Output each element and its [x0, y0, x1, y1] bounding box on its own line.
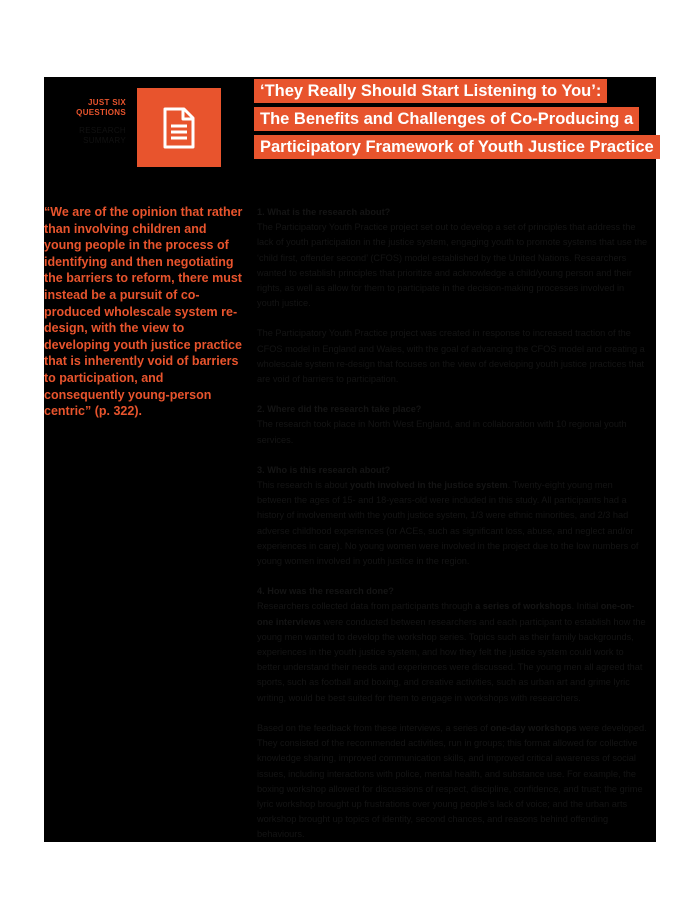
section-paragraph: The Participatory Youth Practice project set out to develop a set of principles that address the lack of youth participation in the justice system, engaging youth to promote systems that use the ‘child first, offender second’ (CFOS) model established by the United Nations. Researchers wanted to establish principles that prioritize and acknowledge a child/young person and their rights, as well as allow for them to participate in the decision-making processes involved in youth justice.: [257, 222, 648, 309]
text-run: This research is about: [257, 480, 350, 491]
section-heading: 4. How was the research done?: [257, 586, 394, 597]
section-paragraph: [257, 721, 649, 843]
series-label: [44, 98, 126, 146]
summary-body: [257, 205, 649, 843]
text-run: Based on the feedback from these interviews, a series of: [257, 722, 491, 733]
section-paragraph: [257, 478, 649, 569]
title-line-1: ‘They Really Should Start Listening to You’:: [254, 79, 607, 103]
text-run: were developed. They consisted of the recommended activities, run in groups; this format allowed for collective knowledge sharing, improved communication skills, and improved critical awareness of social issues, including interactions with police, mental health, and substance use. For example, the boxing workshop allowed for discussions of respect, discipline, confidence, and trust; the grime lyric workshop brought up frustrations over young people’s lack of voice; and the urban arts workshop brought up topics of identity, second chances, and reasons behind offending behaviours.: [257, 722, 647, 840]
emphasis-text: a series of workshops: [475, 601, 572, 612]
text-run: . Twenty-eight young men between the ages of 15- and 18-years-old were included in this study. All participants had a history of involvement with the youth justice system, 1/3 were ethnic minorities, and 2/3 had adverse childhood experiences (or ACEs, such as significant loss, abuse, and neglect and/or experiences in care). No young women were involved in the project due to the low numbers of young women involved in youth justice in the region.: [257, 480, 639, 567]
series-name-line2: QUESTIONS: [76, 108, 126, 117]
pull-quote: “We are of the opinion that rather than involving children and young people in the process of identifying and then negotiating the barriers to reform, there must instead be a pursuit of co-produced wholescale system re-design, with the view to developing youth justice practice that is inherently void of barriers to participation, and consequently young-person centric” (p. 322).: [44, 205, 243, 419]
section-paragraph: The Participatory Youth Practice project was created in response to increased traction of the CFOS model in England and Wales, with the goal of advancing the CFOS model and creating a wholescale system re-design that focuses on the view of developing youth justice practices that are void of barriers to participation.: [257, 328, 645, 385]
section-heading: 1. What is the research about?: [257, 207, 391, 217]
text-run: . Initial: [571, 601, 601, 612]
document-logo: [137, 88, 221, 167]
series-type-line2: SUMMARY: [83, 136, 126, 145]
document-icon: [162, 107, 196, 149]
page-title: [254, 79, 654, 163]
emphasis-text: youth involved in the justice system: [349, 480, 508, 491]
section-paragraph: [257, 599, 649, 705]
emphasis-text: one-day workshops: [490, 722, 577, 733]
text-run: Researchers collected data from participants through: [257, 601, 476, 612]
series-type-line1: RESEARCH: [79, 126, 126, 135]
section-heading: 2. Where did the research take place?: [257, 404, 422, 415]
series-name-line1: JUST SIX: [88, 98, 126, 107]
section-paragraph: The research took place in North West England, and in collaboration with 10 regional youth services.: [257, 419, 627, 445]
emphasis-text: one-on-one interviews: [257, 601, 635, 627]
section-heading: 3. Who is this research about?: [257, 464, 391, 475]
text-run: were conducted between researchers and each participant to establish how the young men wanted to develop the workshop series. Topics such as their family backgrounds, experiences in the youth justice system, and how they felt the justice system could work to better understand their needs and experiences were discussed. The young men all agreed that sports, such as football and boxing, and creative activities, such as urban art and grime lyric writing, would be best suited for them to engage in workshops with researchers.: [257, 616, 646, 703]
title-line-3: Participatory Framework of Youth Justice Practice: [254, 135, 660, 159]
title-line-2: The Benefits and Challenges of Co-Producing a: [254, 107, 639, 131]
